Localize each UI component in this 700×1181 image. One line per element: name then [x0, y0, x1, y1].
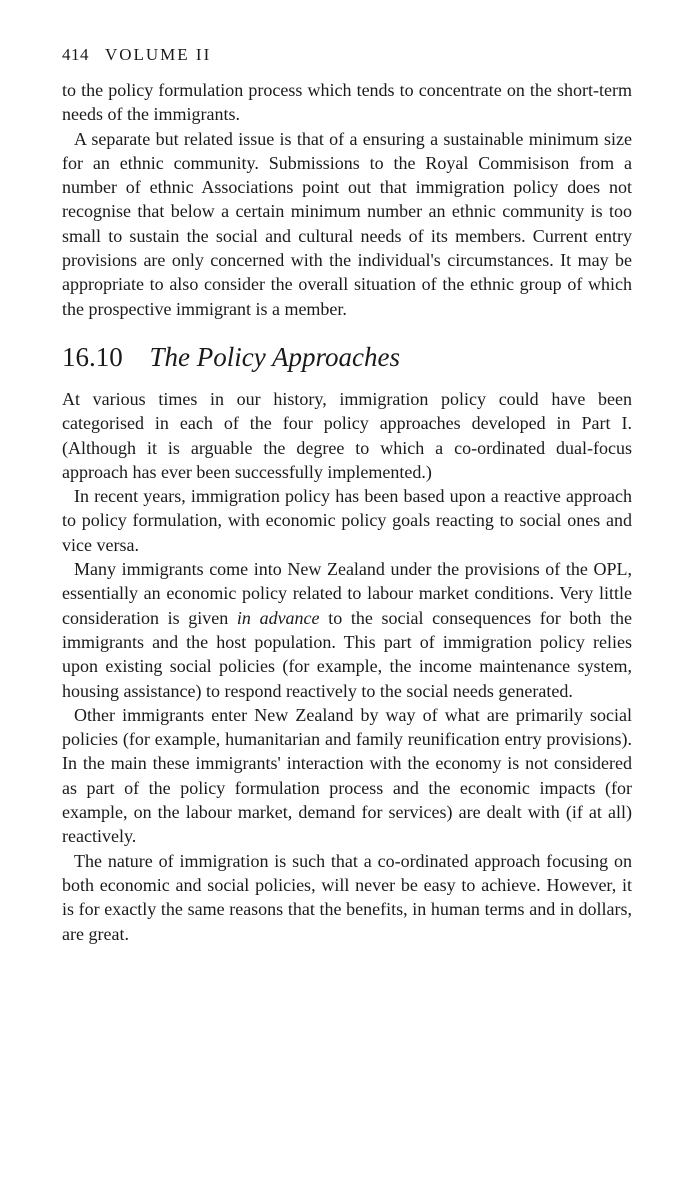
page-number: 414	[62, 45, 89, 64]
paragraph-continuation: to the policy formulation process which tends to concentrate on the short-term needs of the immigrants.	[62, 80, 632, 125]
paragraph-opl-text-1: Many immigrants come into New Zealand under the provisions of the OPL, essentially an economic policy related to labour market conditions. Very little consideration is given	[62, 559, 632, 628]
section-heading	[62, 341, 632, 373]
emphasis-in-advance: in advance	[236, 607, 320, 628]
paragraph-minimum-size: A separate but related issue is that of a ensuring a sustainable minimum size for an ethnic community. Submissions to the Royal Commisison from a number of ethnic Associations point out that immigration policy does not recognise that below a certain minimum number an ethnic community is too small to sustain the social and cultural needs of its members. Current entry provisions are only concerned with the individual's circumstances. It may be appropriate to also consider the overall situation of the ethnic group of which the prospective immigrant is a member.	[62, 128, 632, 319]
paragraph-conclusion: The nature of immigration is such that a co-ordinated approach focusing on both economic and social policies, will never be easy to achieve. However, it is for exactly the same reasons that the benefits, in human terms and in dollars, are great.	[62, 850, 632, 944]
section-title: The Policy Approaches	[149, 341, 400, 372]
volume-label: VOLUME II	[104, 45, 212, 64]
document-page	[62, 44, 632, 946]
paragraph-reactive-approach: In recent years, immigration policy has been based upon a reactive approach to policy formulation, with economic policy goals reacting to social ones and vice versa.	[62, 486, 632, 555]
paragraph-history: At various times in our history, immigration policy could have been categorised in each of the four policy approaches developed in Part I. (Although it is arguable the degree to which a co-ordinated dual-focus approach has ever been successfully implemented.)	[62, 388, 632, 482]
running-head	[62, 44, 632, 66]
paragraph-opl	[62, 557, 632, 703]
section-number: 16.10	[62, 341, 123, 372]
paragraph-social-policies: Other immigrants enter New Zealand by way of what are primarily social policies (for example, humanitarian and family reunification entry provisions). In the main these immigrants' interaction with the economy is not considered as part of the policy formulation process and the economic impacts (for example, on the labour market, demand for services) are dealt with (if at all) reactively.	[62, 704, 632, 847]
paragraph-opl-text-2: to the social consequences for both the immigrants and the host population. This part of immigration policy relies upon existing social policies (for example, the income maintenance system, housing assistance) to respond reactively to the social needs generated.	[62, 607, 633, 701]
